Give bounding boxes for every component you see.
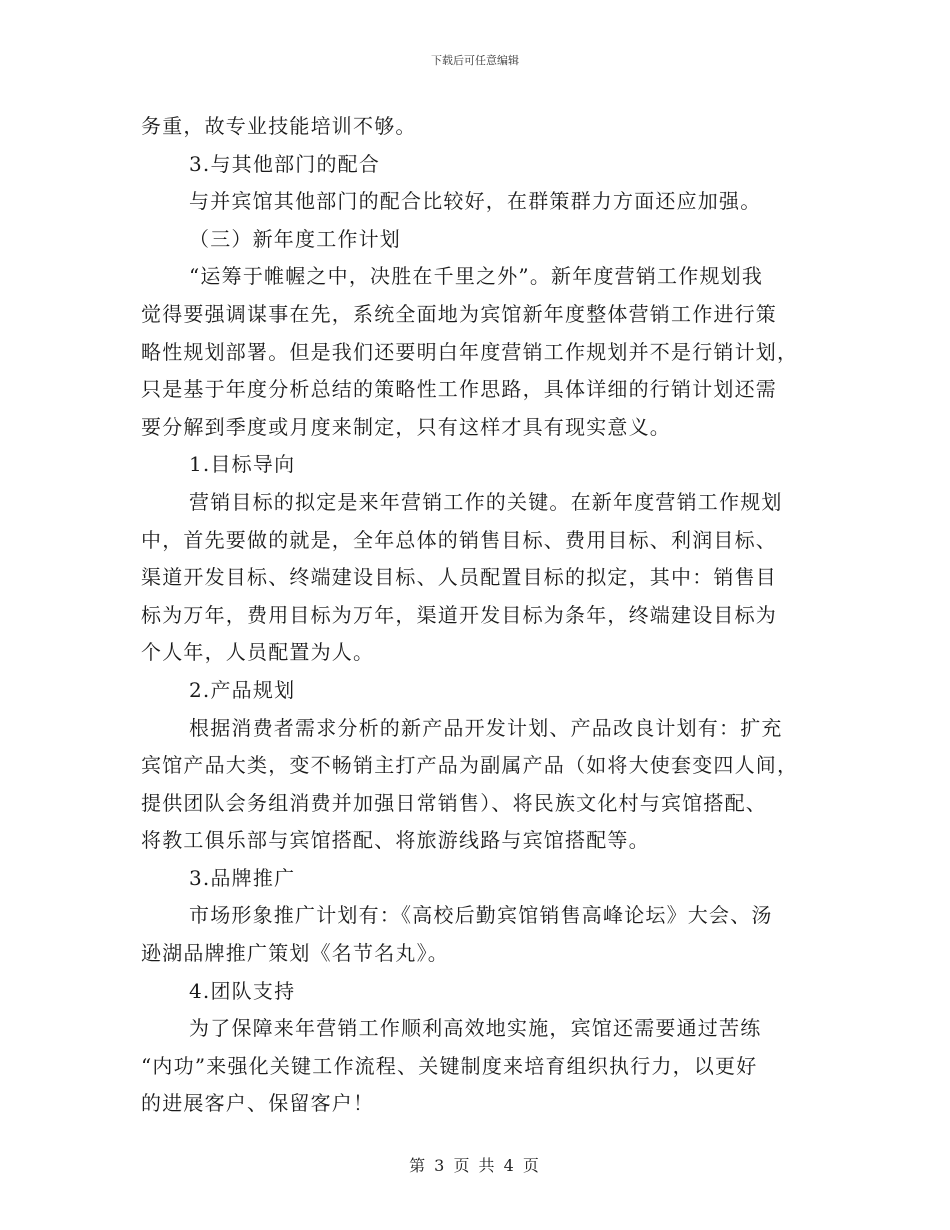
paragraph-line: 宾馆产品大类，变不畅销主打产品为副属产品（如将大使套变四人间， <box>141 753 799 778</box>
paragraph-line: 只是基于年度分析总结的策略性工作思路，具体详细的行销计划还需 <box>141 377 777 402</box>
paragraph-line: 逊湖品牌推广策划《名节名丸》。 <box>141 941 449 966</box>
paragraph-line: 提供团队会务组消费并加强日常销售）、将民族文化村与宾馆搭配、 <box>141 790 767 815</box>
section-heading: （三）新年度工作计划 <box>189 226 401 251</box>
section-heading: 1.目标导向 <box>189 452 296 477</box>
paragraph-line: 务重，故专业技能培训不够。 <box>141 114 417 138</box>
paragraph-line: 为了保障来年营销工作顺利高效地实施，宾馆还需要通过苦练 <box>189 1016 762 1041</box>
page-header: 下载后可任意编辑 <box>431 54 519 67</box>
paragraph-line: 略性规划部署。但是我们还要明白年度营销工作规划并不是行销计划， <box>141 339 799 364</box>
paragraph-line: 觉得要强调谋事在先，系统全面地为宾馆新年度整体营销工作进行策 <box>141 301 777 326</box>
paragraph-line: “运筹于帷幄之中，决胜在千里之外”。新年度营销工作规划我 <box>189 264 764 289</box>
paragraph-line: 标为万年，费用目标为万年，渠道开发目标为条年，终端建设目标为 <box>141 602 777 627</box>
paragraph-line: 根据消费者需求分析的新产品开发计划、产品改良计划有：扩充 <box>189 715 783 740</box>
section-heading: 2.产品规划 <box>189 677 296 702</box>
document-body <box>141 108 811 1123</box>
paragraph-line: 的进展客户、保留客户！ <box>141 1091 375 1116</box>
paragraph-line: 将教工俱乐部与宾馆搭配、将旅游线路与宾馆搭配等。 <box>141 828 650 853</box>
paragraph-line: 渠道开发目标、终端建设目标、人员配置目标的拟定，其中：销售目 <box>141 565 777 590</box>
paragraph-line: 中，首先要做的就是，全年总体的销售目标、费用目标、利润目标、 <box>141 527 777 552</box>
section-heading: 4.团队支持 <box>189 978 296 1003</box>
section-heading: 3.与其他部门的配合 <box>189 151 381 176</box>
paragraph-line: “内功”来强化关键工作流程、关键制度来培育组织执行力，以更好 <box>141 1053 758 1078</box>
paragraph-line: 市场形象推广计划有：《高校后勤宾馆销售高峰论坛》大会、汤 <box>189 903 773 928</box>
paragraph-line: 个人年，人员配置为人。 <box>141 640 375 665</box>
paragraph-line: 要分解到季度或月度来制定，只有这样才具有现实意义。 <box>141 414 671 439</box>
page-number: 第 3 页 共 4 页 <box>409 1156 541 1175</box>
paragraph-line: 与并宾馆其他部门的配合比较好，在群策群力方面还应加强。 <box>189 189 762 214</box>
section-heading: 3.品牌推广 <box>189 865 296 890</box>
paragraph-line: 营销目标的拟定是来年营销工作的关键。在新年度营销工作规划 <box>189 489 783 514</box>
